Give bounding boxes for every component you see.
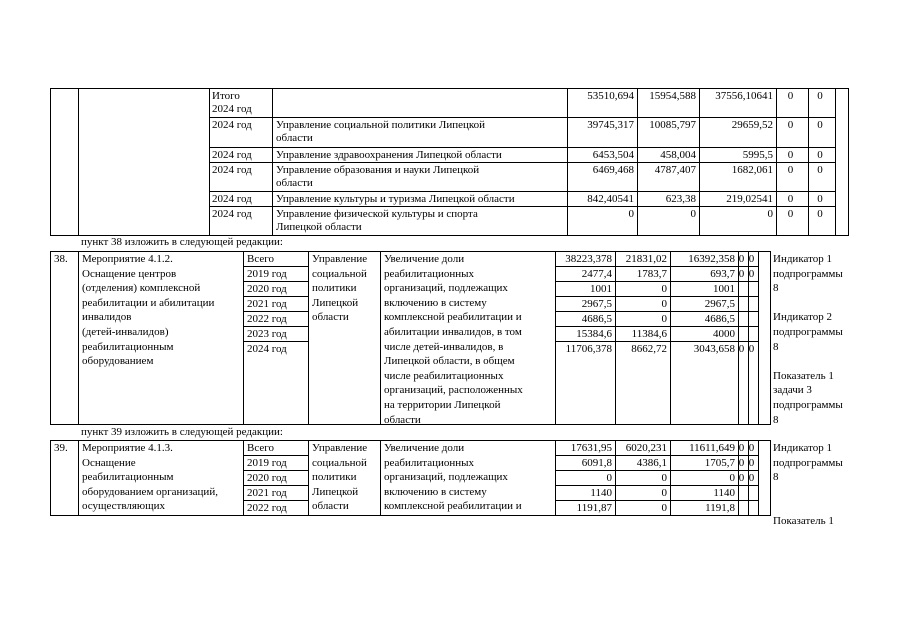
value-cell: 0 — [661, 298, 667, 310]
period-label: 2019 год — [247, 268, 287, 280]
indicator-text: области — [384, 413, 421, 426]
amendment-note-39: пункт 39 изложить в следующей редакции: — [81, 426, 283, 438]
total-value: 0 — [817, 90, 823, 102]
table-rule — [243, 311, 309, 312]
value-cell: 0 — [748, 442, 755, 454]
value-cell: 0 — [661, 313, 667, 325]
measure-text: Мероприятие 4.1.3. — [82, 442, 173, 454]
table-rule — [50, 88, 51, 236]
table-rule — [78, 251, 79, 425]
table-rule — [758, 440, 759, 516]
table-rule — [243, 281, 309, 282]
measure-text: Оснащение центров — [82, 267, 177, 280]
total-label: Итого — [212, 90, 240, 102]
value-cell: 3043,658 — [693, 343, 735, 355]
row-value: 0 — [787, 164, 794, 176]
row-value: 0 — [767, 208, 773, 220]
table-rule — [243, 266, 309, 267]
period-label: 2023 год — [247, 328, 287, 340]
total-value: 37556,10641 — [715, 90, 773, 102]
table-rule — [243, 326, 309, 327]
value-cell: 0 — [748, 343, 755, 355]
executor-text: политики — [312, 471, 357, 484]
table-rule — [770, 440, 771, 516]
indicator-text: на территории Липецкой — [384, 399, 501, 411]
executor-text: области — [312, 311, 349, 324]
indicator-text: организаций, подлежащих — [384, 282, 508, 295]
period-label: 2021 год — [247, 487, 287, 499]
measure-text: оборудованием организаций, — [82, 485, 218, 498]
value-cell: 0 — [661, 472, 667, 484]
table-rule — [209, 147, 836, 148]
period-label: 2020 год — [247, 283, 287, 295]
table-rule — [243, 440, 244, 516]
indicator-text: комплексной реабилитации и — [384, 500, 522, 513]
table-rule — [555, 341, 759, 342]
table-rule — [555, 485, 759, 486]
measure-text: оборудованием — [82, 355, 154, 368]
table-rule — [78, 440, 79, 516]
measure-text: Мероприятие 4.1.2. — [82, 253, 173, 265]
measure-text: реабилитации и абилитации — [82, 296, 215, 309]
indicator-reference: Индикатор 2 — [773, 311, 833, 324]
row-value: 0 — [787, 149, 794, 161]
indicator-reference: подпрограммы — [773, 267, 843, 280]
indicator-text: реабилитационных — [384, 456, 475, 469]
table-rule — [50, 251, 51, 425]
value-cell: 0 — [738, 442, 745, 454]
row-value: 0 — [817, 149, 823, 161]
indicator-text: включению в систему — [384, 485, 487, 498]
indicator-text: включению в систему — [384, 296, 487, 309]
row-value: 10085,797 — [649, 119, 696, 131]
row-value: 0 — [787, 208, 794, 220]
row-value: 0 — [817, 208, 823, 220]
indicator-text: числе детей-инвалидов, в — [384, 340, 504, 353]
row-year: 2024 год — [212, 164, 252, 176]
row-value: 458,004 — [660, 149, 696, 161]
value-cell: 21831,02 — [625, 253, 667, 265]
value-cell: 0 — [661, 487, 667, 499]
indicator-reference: Показатель 1 — [773, 515, 834, 527]
total-value: 0 — [787, 90, 794, 102]
value-cell: 0 — [748, 268, 755, 280]
value-cell: 0 — [738, 457, 745, 469]
row-organization: Управление физической культуры и спорта — [276, 208, 478, 220]
indicator-text: организаций, подлежащих — [384, 471, 508, 484]
indicator-reference: Индикатор 1 — [773, 253, 833, 265]
row-value: 5995,5 — [742, 149, 773, 161]
row-value: 0 — [817, 119, 823, 131]
row-organization: Управление социальной политики Липецкой — [276, 119, 486, 131]
row-value: 0 — [628, 208, 634, 220]
period-label: 2020 год — [247, 472, 287, 484]
executor-text: политики — [312, 282, 357, 295]
table-rule — [555, 266, 759, 267]
table-rule — [555, 326, 759, 327]
indicator-text: Липецкой области, в общем — [384, 355, 515, 368]
row-organization: Управление здравоохранения Липецкой области — [276, 149, 502, 161]
row-organization: Липецкой области — [276, 221, 362, 233]
table-rule — [243, 296, 309, 297]
indicator-reference: Показатель 1 — [773, 369, 834, 382]
measure-text: Оснащение — [82, 456, 136, 469]
table-rule — [308, 251, 309, 425]
value-cell: 2477,4 — [581, 268, 612, 280]
table-rule — [209, 162, 836, 163]
executor-text: Липецкой — [312, 296, 359, 309]
table-rule — [243, 455, 309, 456]
row-year: 2024 год — [212, 208, 252, 220]
table-rule — [78, 88, 79, 236]
table-rule — [50, 515, 771, 516]
period-label: Всего — [247, 253, 274, 265]
table-rule — [555, 281, 759, 282]
row-value: 0 — [787, 193, 794, 205]
total-year: 2024 год — [212, 103, 252, 115]
row-value: 6453,504 — [592, 149, 634, 161]
row-year: 2024 год — [212, 193, 252, 205]
indicator-text: организаций, расположенных — [384, 384, 523, 397]
value-cell: 4000 — [713, 328, 735, 340]
indicator-text: комплексной реабилитации и — [384, 311, 522, 324]
row-organization: Управление образования и науки Липецкой — [276, 164, 480, 176]
value-cell: 1191,87 — [576, 502, 612, 514]
row-value: 623,38 — [665, 193, 696, 205]
value-cell: 0 — [748, 253, 755, 265]
value-cell: 4686,5 — [704, 313, 735, 325]
row-value: 0 — [690, 208, 696, 220]
table-rule — [380, 440, 381, 516]
period-label: 2019 год — [247, 457, 287, 469]
indicator-text: абилитации инвалидов, в том — [384, 326, 522, 338]
indicator-text: реабилитационных — [384, 267, 475, 280]
total-value: 53510,694 — [587, 90, 634, 102]
period-label: 2022 год — [247, 502, 287, 514]
row-value: 39745,317 — [587, 119, 634, 131]
row-value: 4787,407 — [654, 164, 696, 176]
value-cell: 1783,7 — [636, 268, 667, 280]
table-rule — [555, 311, 759, 312]
table-rule — [50, 251, 771, 252]
value-cell: 2967,5 — [704, 298, 735, 310]
table-rule — [555, 455, 759, 456]
table-rule — [770, 251, 771, 425]
row-value: 842,40541 — [587, 193, 634, 205]
value-cell: 4686,5 — [581, 313, 612, 325]
executor-text: Липецкой — [312, 485, 359, 498]
row-value: 29659,52 — [731, 119, 773, 131]
value-cell: 0 — [738, 472, 745, 484]
value-cell: 11611,649 — [689, 442, 735, 454]
value-cell: 1001 — [713, 283, 735, 295]
value-cell: 4386,1 — [636, 457, 667, 469]
table-rule — [243, 341, 309, 342]
measure-text: реабилитационным — [82, 340, 174, 353]
value-cell: 0 — [606, 472, 612, 484]
table-rule — [848, 88, 849, 236]
measure-text: (детей-инвалидов) — [82, 326, 169, 338]
row-number: 39. — [54, 442, 68, 454]
table-rule — [209, 206, 836, 207]
measure-text: осуществляющих — [82, 500, 165, 513]
value-cell: 0 — [738, 343, 745, 355]
row-value: 0 — [787, 119, 794, 131]
indicator-reference: задачи 3 — [773, 384, 812, 397]
row-value: 0 — [817, 193, 823, 205]
value-cell: 0 — [661, 283, 667, 295]
table-rule — [308, 440, 309, 516]
indicator-reference: подпрограммы — [773, 326, 843, 338]
period-label: 2022 год — [247, 313, 287, 325]
table-rule — [758, 251, 759, 425]
table-rule — [555, 500, 759, 501]
indicator-reference: 8 — [773, 340, 779, 353]
row-organization: области — [276, 177, 313, 189]
value-cell: 8662,72 — [631, 343, 667, 355]
amendment-note-38: пункт 38 изложить в следующей редакции: — [81, 236, 283, 248]
table-rule — [243, 470, 309, 471]
executor-text: социальной — [312, 267, 367, 280]
executor-text: Управление — [312, 253, 368, 265]
indicator-text: Увеличение доли — [384, 253, 465, 265]
row-value: 219,02541 — [726, 193, 773, 205]
indicator-reference: подпрограммы — [773, 399, 843, 411]
table-rule — [555, 296, 759, 297]
period-label: 2021 год — [247, 298, 287, 310]
table-rule — [209, 191, 836, 192]
row-number: 38. — [54, 253, 68, 265]
total-value: 15954,588 — [649, 90, 696, 102]
row-organization: области — [276, 132, 313, 144]
table-rule — [243, 251, 244, 425]
value-cell: 38223,378 — [565, 253, 612, 265]
value-cell: 6020,231 — [625, 442, 667, 454]
value-cell: 693,7 — [710, 268, 735, 280]
indicator-reference: Индикатор 1 — [773, 442, 833, 454]
value-cell: 11384,6 — [631, 328, 667, 340]
value-cell: 1140 — [590, 487, 612, 499]
table-rule — [50, 88, 849, 89]
row-year: 2024 год — [212, 119, 252, 131]
value-cell: 0 — [729, 472, 735, 484]
value-cell: 1140 — [713, 487, 735, 499]
executor-text: Управление — [312, 442, 368, 454]
value-cell: 0 — [738, 253, 745, 265]
value-cell: 15384,6 — [576, 328, 612, 340]
table-rule — [209, 117, 836, 118]
row-organization: Управление культуры и туризма Липецкой области — [276, 193, 515, 205]
indicator-reference: 8 — [773, 282, 779, 295]
value-cell: 2967,5 — [581, 298, 612, 310]
value-cell: 16392,358 — [688, 253, 735, 265]
table-rule — [380, 251, 381, 425]
measure-text: реабилитационным — [82, 471, 174, 484]
executor-text: области — [312, 500, 349, 513]
row-year: 2024 год — [212, 149, 252, 161]
table-rule — [243, 500, 309, 501]
value-cell: 1001 — [590, 283, 612, 295]
value-cell: 0 — [661, 502, 667, 514]
row-value: 0 — [817, 164, 823, 176]
indicator-text: числе реабилитационных — [384, 369, 504, 382]
value-cell: 11706,378 — [565, 343, 612, 355]
value-cell: 0 — [748, 472, 755, 484]
table-rule — [50, 440, 51, 516]
period-label: Всего — [247, 442, 274, 454]
row-value: 6469,468 — [592, 164, 634, 176]
value-cell: 6091,8 — [581, 457, 612, 469]
row-value: 1682,061 — [731, 164, 773, 176]
measure-text: инвалидов — [82, 311, 132, 324]
table-rule — [555, 470, 759, 471]
value-cell: 17631,95 — [570, 442, 612, 454]
value-cell: 1191,8 — [705, 502, 735, 514]
indicator-reference: 8 — [773, 413, 779, 426]
executor-text: социальной — [312, 456, 367, 469]
table-rule — [50, 440, 771, 441]
indicator-text: Увеличение доли — [384, 442, 465, 454]
value-cell: 0 — [738, 268, 745, 280]
period-label: 2024 год — [247, 343, 287, 355]
measure-text: (отделения) комплексной — [82, 282, 201, 295]
value-cell: 0 — [748, 457, 755, 469]
indicator-reference: 8 — [773, 471, 779, 484]
table-rule — [243, 485, 309, 486]
indicator-reference: подпрограммы — [773, 456, 843, 469]
value-cell: 1705,7 — [704, 457, 735, 469]
